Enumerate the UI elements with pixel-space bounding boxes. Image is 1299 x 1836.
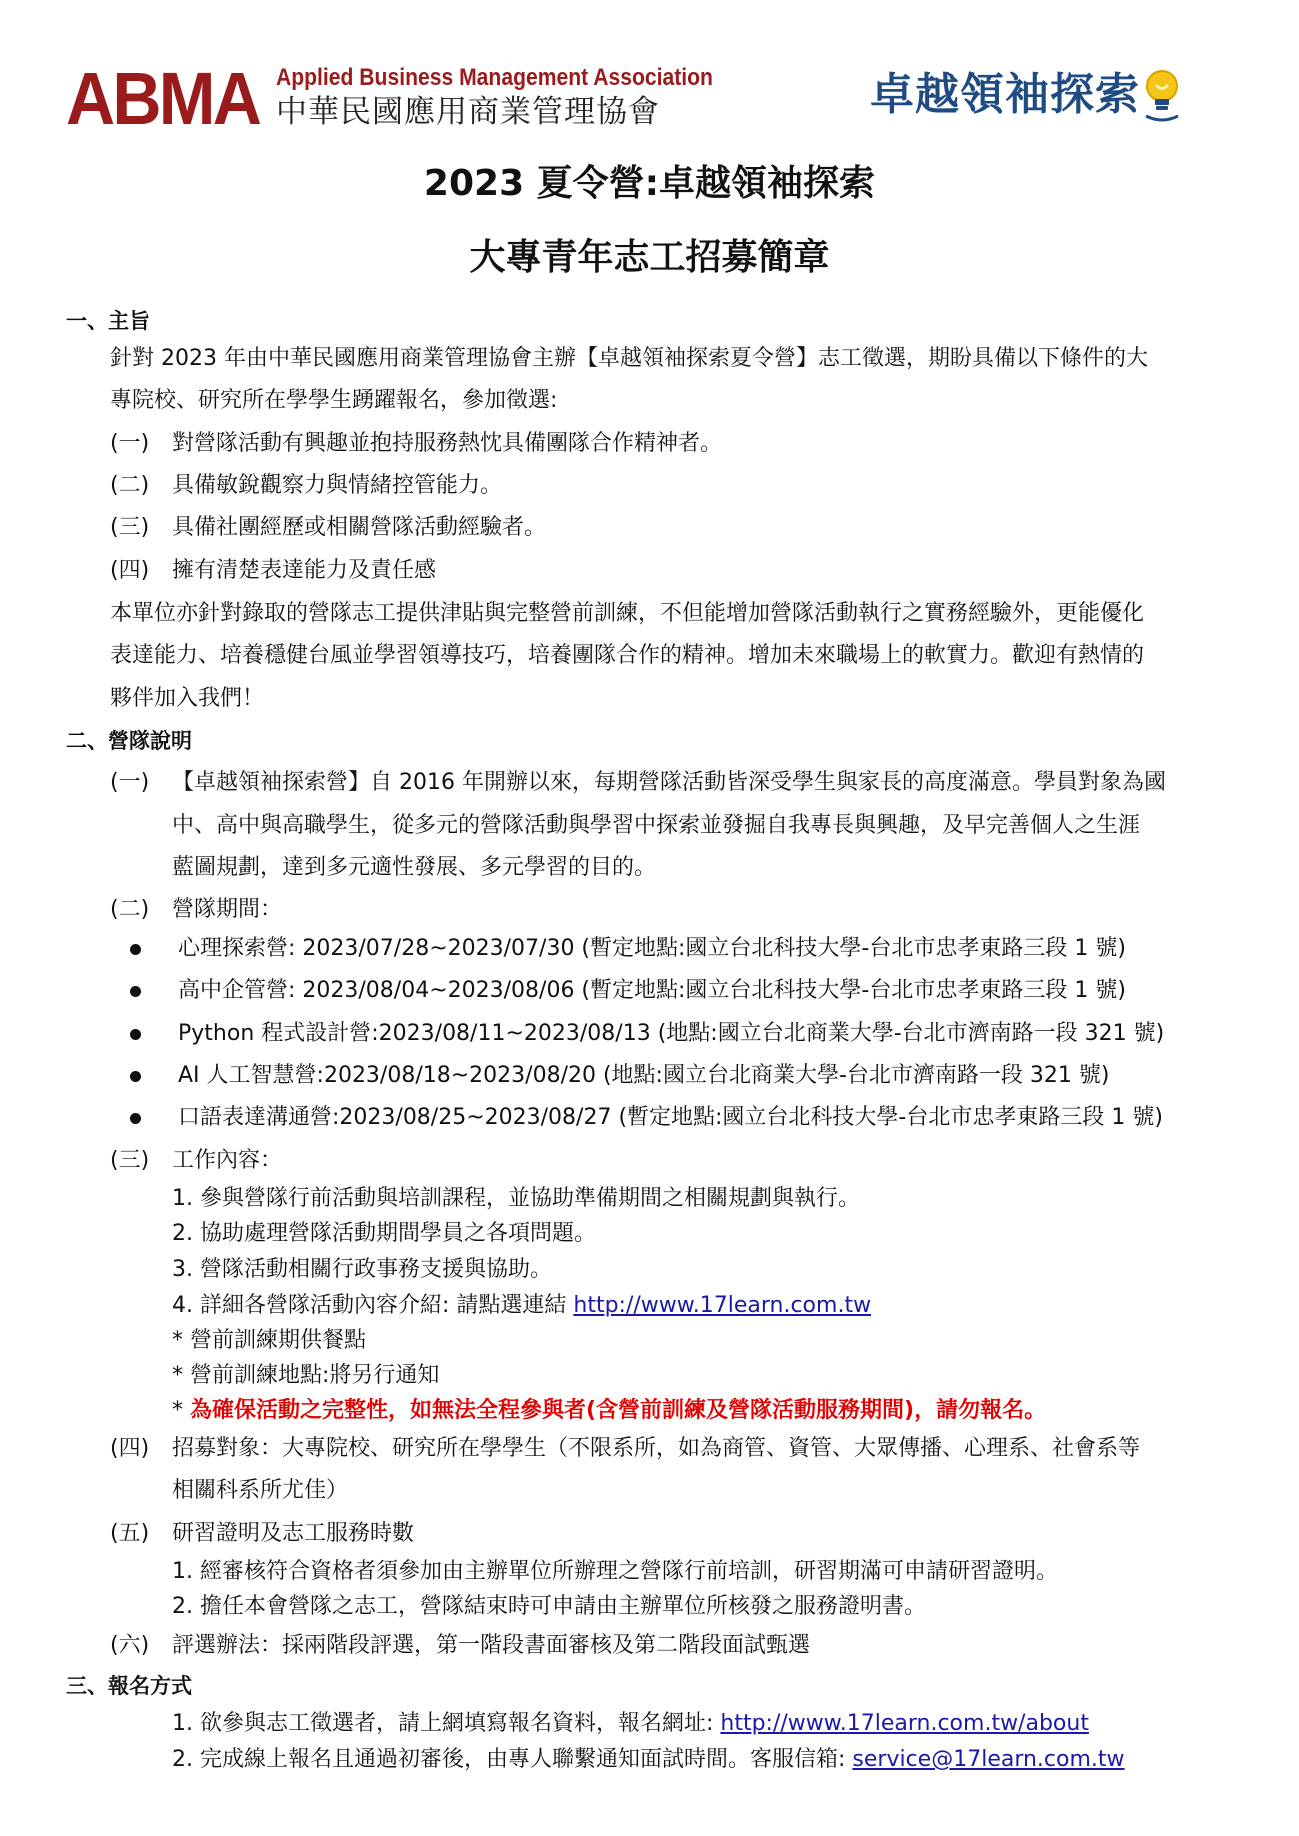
bullet-icon [130, 944, 141, 955]
attendance-warning: 為確保活動之完整性，如無法全程參與者(含營前訓練及營隊活動服務期間)，請勿報名。 [190, 1398, 1047, 1423]
requirement-number: (一) [110, 431, 150, 456]
camp-info-number: (六) [110, 1633, 150, 1658]
camp-schedule-item: 口語表達溝通營:2023/08/25~2023/08/27 (暫定地點:國立台北科技大學-台北市忠孝東路三段 1 號) [178, 1105, 1163, 1130]
requirement-text: 對營隊活動有興趣並抱持服務熱忱具備團隊合作精神者。 [172, 431, 723, 456]
document-subtitle: 大專青年志工招募簡章 [469, 237, 830, 278]
website-link[interactable]: http://www.17learn.com.tw [573, 1293, 872, 1318]
registration-item [172, 1745, 1125, 1775]
camp-info-number: (一) [110, 770, 150, 795]
program-brand-text: 卓越領袖探索 [870, 69, 1140, 120]
registration-item [172, 1709, 1089, 1739]
selection-method: 評選辦法：採兩階段評選，第一階段書面審核及第二階段面試甄選 [172, 1633, 811, 1658]
camp-intro-line: 【卓越領袖探索營】自 2016 年開辦以來，每期營隊活動皆深受學生與家長的高度滿意。學員對象為國 [172, 770, 1166, 795]
note-star: * [172, 1398, 190, 1423]
purpose-intro-line: 針對 2023 年由中華民國應用商業管理協會主辦【卓越領袖探索夏令營】志工徵選，期盼具備以下條件的大 [110, 346, 1148, 371]
work-task-text: 4. 詳細各營隊活動內容介紹: 請點選連結 [172, 1293, 574, 1318]
purpose-intro-line: 專院校、研究所在學學生踴躍報名，參加徵選: [110, 388, 558, 413]
camp-intro-line: 藍圖規劃，達到多元適性發展、多元學習的目的。 [172, 855, 657, 880]
abma-name-chinese: 中華民國應用商業管理協會 [275, 94, 660, 130]
section-heading-registration: 三、報名方式 [66, 1674, 192, 1698]
camp-intro-line: 中、高中與高職學生，從多元的營隊活動與學習中探索並發掘自我專長與興趣，及早完善個人之生涯 [172, 813, 1141, 838]
registration-text: 2. 完成線上報名且通過初審後，由專人聯繫通知面試時間。客服信箱: [172, 1747, 853, 1772]
work-note: * 營前訓練地點:將另行通知 [172, 1363, 440, 1388]
recruit-target-line: 招募對象：大專院校、研究所在學學生（不限系所，如為商管、資管、大眾傳播、心理系、社會系等 [172, 1436, 1141, 1461]
certificate-item: 2. 擔任本會營隊之志工，營隊結束時可申請由主辦單位所核發之服務證明書。 [172, 1594, 926, 1619]
requirement-number: (四) [110, 558, 150, 583]
camp-schedule-item: 心理探索營: 2023/07/28~2023/07/30 (暫定地點:國立台北科技大學-台北市忠孝東路三段 1 號) [178, 936, 1126, 961]
purpose-paragraph-line: 本單位亦針對錄取的營隊志工提供津貼與完整營前訓練，不但能增加營隊活動執行之實務經驗外，更能優化 [110, 601, 1145, 626]
requirement-number: (二) [110, 473, 150, 498]
service-email-link[interactable]: service@17learn.com.tw [852, 1747, 1125, 1772]
camp-period-label: 營隊期間： [172, 897, 283, 922]
certificate-label: 研習證明及志工服務時數 [172, 1521, 415, 1546]
abma-logo-mark: ABMA [66, 57, 260, 140]
camp-info-number: (二) [110, 897, 150, 922]
document-title: 2023 夏令營:卓越領袖探索 [423, 163, 876, 204]
camp-schedule-item: 高中企管營: 2023/08/04~2023/08/06 (暫定地點:國立台北科技大學-台北市忠孝東路三段 1 號) [178, 978, 1126, 1003]
requirement-text: 擁有清楚表達能力及責任感 [172, 558, 437, 583]
camp-schedule-item: AI 人工智慧營:2023/08/18~2023/08/20 (地點:國立台北商業大學-台北市濟南路一段 321 號) [178, 1063, 1110, 1088]
certificate-item: 1. 經審核符合資格者須參加由主辦單位所辦理之營隊行前培訓，研習期滿可申請研習證明。 [172, 1559, 1058, 1584]
bullet-icon [130, 1113, 141, 1124]
work-task-item: 3. 營隊活動相關行政事務支援與協助。 [172, 1257, 552, 1282]
bullet-icon [130, 986, 141, 997]
camp-info-number: (四) [110, 1436, 150, 1461]
requirement-text: 具備敏銳觀察力與情緒控管能力。 [172, 473, 503, 498]
camp-info-number: (三) [110, 1148, 150, 1173]
purpose-paragraph-line: 夥伴加入我們！ [110, 686, 265, 711]
requirement-number: (三) [110, 515, 150, 540]
program-brand-logo [870, 66, 1182, 124]
recruit-target-line: 相關科系所尤佳） [172, 1478, 349, 1503]
abma-logo-text [276, 64, 773, 132]
purpose-paragraph-line: 表達能力、培養穩健台風並學習領導技巧，培養團隊合作的精神。增加未來職場上的軟實力。歡迎有熱情的 [110, 643, 1145, 668]
work-content-label: 工作內容： [172, 1148, 283, 1173]
work-task-item: 1. 參與營隊行前活動與培訓課程，並協助準備期間之相關規劃與執行。 [172, 1186, 860, 1211]
bullet-icon [130, 1029, 141, 1040]
bullet-icon [130, 1071, 141, 1082]
registration-link[interactable]: http://www.17learn.com.tw/about [720, 1711, 1089, 1736]
lightbulb-icon [1142, 66, 1182, 124]
section-heading-camp-info: 二、營隊說明 [66, 729, 192, 753]
work-note: * 營前訓練期供餐點 [172, 1328, 366, 1353]
requirement-text: 具備社團經歷或相關營隊活動經驗者。 [172, 515, 547, 540]
work-note-warning [172, 1396, 1046, 1426]
abma-logo [66, 57, 773, 140]
registration-text: 1. 欲參與志工徵選者，請上網填寫報名資料，報名網址: [172, 1711, 721, 1736]
work-task-item: 2. 協助處理營隊活動期間學員之各項問題。 [172, 1221, 596, 1246]
section-heading-purpose: 一、主旨 [66, 309, 150, 333]
abma-name-english: Applied Business Management Association [275, 64, 713, 91]
camp-schedule-item: Python 程式設計營:2023/08/11~2023/08/13 (地點:國立台北商業大學-台北市濟南路一段 321 號) [178, 1021, 1165, 1046]
camp-info-number: (五) [110, 1521, 150, 1546]
work-task-item [172, 1291, 871, 1321]
